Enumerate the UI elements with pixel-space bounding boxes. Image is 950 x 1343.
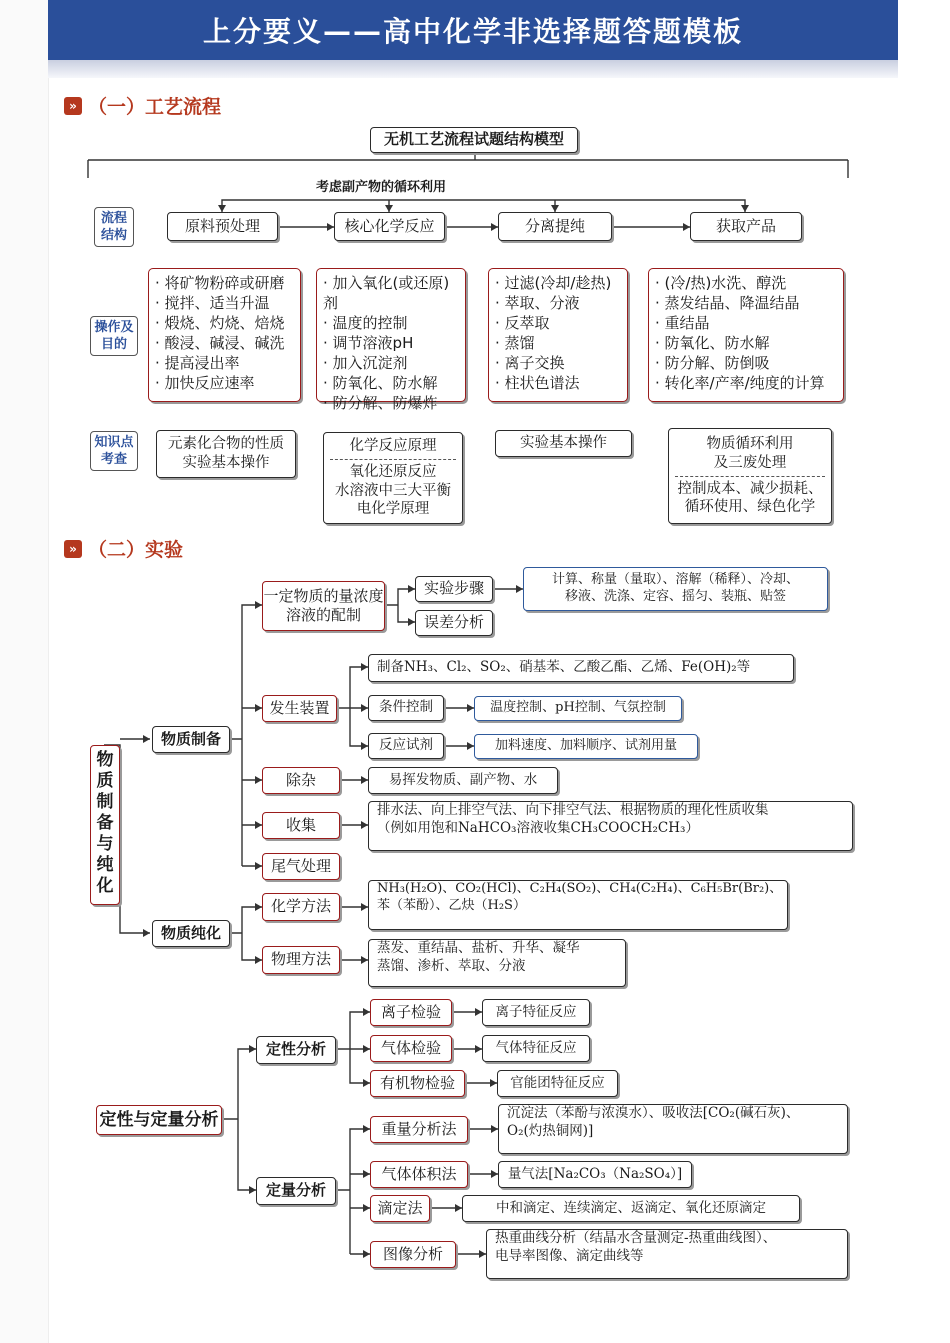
chemical-detail — [368, 880, 788, 930]
list-item: · 柱状色谱法 — [495, 373, 621, 393]
detail-line: （例如用饱和NaHCO₃溶液收集CH₃COOCH₂CH₃） — [377, 819, 699, 836]
organic-test-detail: 官能团特征反应 — [497, 1070, 618, 1097]
node-gravimetric: 重量分析法 — [370, 1116, 468, 1143]
detail-line: 移液、洗涤、定容、摇匀、装瓶、贴签 — [564, 589, 786, 604]
node-impurity: 除杂 — [262, 767, 340, 794]
recycle-label: 考虑副产物的循环利用 — [316, 180, 447, 195]
node-titration: 滴定法 — [370, 1195, 430, 1222]
list-item: · 酸浸、碱浸、碱洗 — [155, 333, 294, 353]
collect-detail — [368, 801, 853, 851]
detail-line: O₂(灼热铜网)] — [507, 1122, 594, 1139]
list-item: · 调节溶液pH — [323, 333, 459, 353]
list-item: · 转化率/产率/纯度的计算 — [655, 373, 837, 393]
node-device: 发生装置 — [262, 695, 337, 722]
node-gas-test: 气体检验 — [370, 1035, 452, 1062]
list-item: · 煅烧、灼烧、焙烧 — [155, 313, 294, 333]
ion-test-detail: 离子特征反应 — [482, 999, 590, 1026]
divider — [330, 459, 456, 460]
model-title: 无机工艺流程试题结构模型 — [370, 127, 578, 153]
node-organic-test: 有机物检验 — [370, 1070, 465, 1097]
list-item: · 防氧化、防水解 — [655, 333, 837, 353]
vertical-title-prep-purify: 物质制备与纯化 — [90, 745, 120, 905]
list-item: · 蒸馏 — [495, 333, 621, 353]
row-label-knowledge: 知识点考查 — [90, 431, 138, 471]
list-item: · 搅拌、适当升温 — [155, 293, 294, 313]
section-2-title-text: （二）实验 — [88, 539, 184, 561]
list-item: · 温度的控制 — [323, 313, 459, 333]
gas-test-detail: 气体特征反应 — [482, 1035, 590, 1062]
gas-volume-detail: 量气法[Na₂CO₃（Na₂SO₄）] — [498, 1161, 692, 1188]
detail-line: NH₃(H₂O)、CO₂(HCl)、C₂H₄(SO₂)、CH₄(C₂H₄)、C₆H₅Br(Br₂)、 — [377, 881, 783, 896]
node-ion-test: 离子检验 — [370, 999, 452, 1026]
knowledge-line: 及三废处理 — [713, 454, 787, 471]
detail-line: 苯（苯酚）、乙炔（H₂S） — [377, 897, 526, 913]
image-analysis-detail — [486, 1229, 848, 1279]
knowledge-product — [668, 428, 832, 524]
node-quantitative: 定量分析 — [256, 1177, 336, 1205]
gravimetric-detail — [498, 1104, 848, 1154]
knowledge-line: 电化学原理 — [356, 501, 430, 518]
node-error: 误差分析 — [415, 610, 493, 636]
node-solution: 一定物质的量浓度溶液的配制 — [262, 581, 385, 631]
knowledge-line: 循环使用、绿色化学 — [684, 499, 816, 516]
list-item: · (冷/热)水洗、醇洗 — [655, 273, 837, 293]
section-1-title — [64, 92, 221, 119]
list-item: · 反萃取 — [495, 313, 621, 333]
stage-pretreatment: 原料预处理 — [167, 212, 278, 241]
list-item: · 加入氧化(或还原)剂 — [323, 273, 459, 313]
divider — [675, 476, 825, 477]
knowledge-line: 实验基本操作 — [182, 455, 270, 471]
ops-list-product — [648, 268, 844, 402]
row-label-operation: 操作及目的 — [90, 316, 138, 356]
node-image-analysis: 图像分析 — [370, 1241, 456, 1268]
knowledge-separation: 实验基本操作 — [495, 430, 632, 457]
detail-line: 排水法、向上排空气法、向下排空气法、根据物质的理化性质收集 — [377, 802, 769, 818]
knowledge-pretreatment — [156, 430, 296, 478]
double-chevron-icon: » — [64, 97, 82, 115]
detail-line: 热重曲线分析（结晶水含量测定-热重曲线图）、 — [495, 1230, 777, 1246]
device-detail: 制备NH₃、Cl₂、SO₂、硝基苯、乙酸乙酯、乙烯、Fe(OH)₂等 — [368, 654, 794, 682]
knowledge-core-reaction — [323, 432, 463, 524]
impurity-detail: 易挥发物质、副产物、水 — [368, 767, 558, 794]
node-tail-gas: 尾气处理 — [262, 853, 340, 880]
stage-product: 获取产品 — [690, 212, 802, 241]
knowledge-line: 氧化还原反应 — [349, 463, 437, 480]
condition-detail: 温度控制、pH控制、气氛控制 — [474, 696, 682, 721]
node-prep: 物质制备 — [152, 726, 230, 753]
knowledge-line: 水溶液中三大平衡 — [335, 482, 451, 499]
detail-line: 蒸馏、渗析、萃取、分液 — [377, 957, 526, 974]
ops-list-separation — [488, 268, 628, 402]
node-steps: 实验步骤 — [415, 576, 493, 602]
ops-list-pretreatment — [148, 268, 301, 402]
list-item: · 萃取、分液 — [495, 293, 621, 313]
node-chemical-method: 化学方法 — [262, 893, 340, 921]
node-purify: 物质纯化 — [152, 920, 230, 947]
knowledge-line: 控制成本、减少损耗、 — [677, 480, 823, 497]
detail-line: 蒸发、重结晶、盐析、升华、凝华 — [377, 940, 580, 956]
node-gas-volume: 气体体积法 — [370, 1161, 468, 1188]
row-label-structure: 流程结构 — [94, 207, 134, 247]
list-item: · 加入沉淀剂 — [323, 353, 459, 373]
knowledge-line: 物质循环利用 — [706, 435, 794, 452]
list-item: · 加快反应速率 — [155, 373, 294, 393]
node-qualitative: 定性分析 — [256, 1036, 336, 1064]
detail-line: 电导率图像、滴定曲线等 — [495, 1247, 644, 1264]
list-item: · 提高浸出率 — [155, 353, 294, 373]
section-2-title — [64, 535, 183, 562]
knowledge-line: 化学反应原理 — [349, 437, 437, 454]
list-item: · 离子交换 — [495, 353, 621, 373]
analysis-title: 定性与定量分析 — [96, 1105, 222, 1135]
list-item: · 防分解、防倒吸 — [655, 353, 837, 373]
list-item: · 防氧化、防水解 — [323, 373, 459, 393]
detail-line: 沉淀法（苯酚与浓溴水）、吸收法[CO₂(碱石灰)、 — [507, 1105, 800, 1121]
ops-list-core-reaction — [316, 268, 466, 412]
list-item: · 防分解、防爆炸 — [323, 393, 459, 413]
reagent-detail: 加料速度、加料顺序、试剂用量 — [474, 734, 698, 759]
section-1-title-text: （一）工艺流程 — [88, 96, 222, 118]
stage-core-reaction: 核心化学反应 — [334, 212, 445, 241]
node-physical-method: 物理方法 — [262, 946, 340, 974]
page-title: 上分要义——高中化学非选择题答题模板 — [48, 0, 898, 60]
list-item: · 将矿物粉碎或研磨 — [155, 273, 294, 293]
node-collect: 收集 — [262, 812, 340, 839]
list-item: · 蒸发结晶、降温结晶 — [655, 293, 837, 313]
detail-line: 计算、称量（量取）、溶解（稀释）、冷却、 — [551, 572, 799, 588]
list-item: · 过滤(冷却/趁热) — [495, 273, 621, 293]
physical-detail — [368, 939, 626, 987]
stage-separation: 分离提纯 — [498, 212, 612, 241]
titration-detail: 中和滴定、连续滴定、返滴定、氧化还原滴定 — [462, 1195, 800, 1222]
node-reagent: 反应试剂 — [368, 733, 444, 759]
node-condition: 条件控制 — [368, 695, 444, 721]
list-item: · 重结晶 — [655, 313, 837, 333]
double-chevron-icon: » — [64, 540, 82, 558]
knowledge-line: 元素化合物的性质 — [168, 436, 284, 453]
steps-detail — [523, 567, 828, 611]
